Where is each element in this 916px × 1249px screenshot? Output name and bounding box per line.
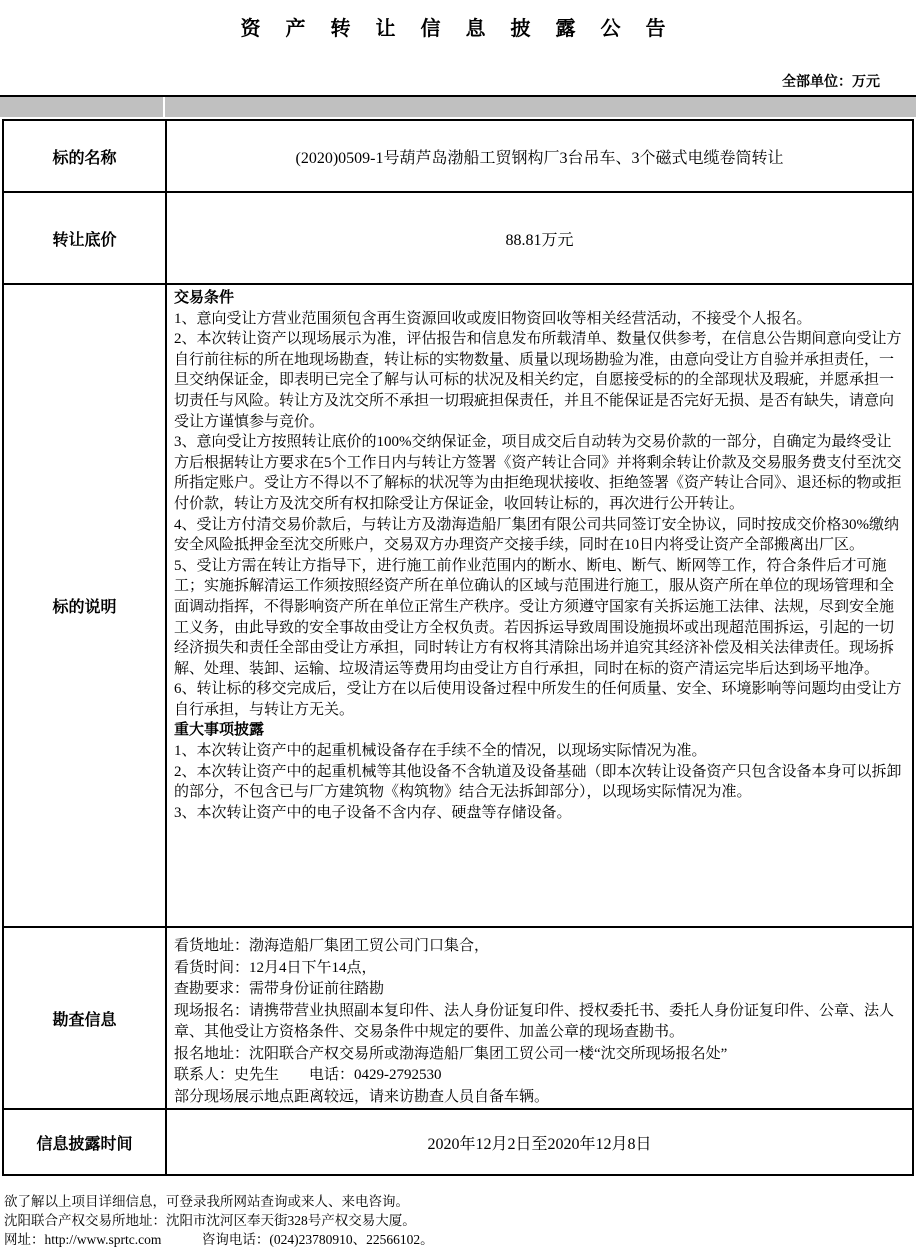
- survey-line: 联系人：史先生 电话：0429-2792530: [174, 1067, 442, 1083]
- table-row-base-price: [4, 193, 912, 285]
- survey-line: 部分现场展示地点距离较远，请来访勘查人员自备车辆。: [174, 1088, 550, 1105]
- survey-line: 报名地址：沈阳联合产权交易所或渤海造船厂集团工贸公司一楼“沈交所现场报名处”: [174, 1045, 728, 1062]
- table-header-cell-right: [165, 97, 916, 117]
- survey-line: 看货地址：渤海造船厂集团工贸公司门口集合，: [174, 938, 490, 954]
- disclosure-period-value: 2020年12月2日至2020年12月8日: [427, 1135, 652, 1153]
- trade-condition-item: 3、意向受让方按照转让底价的100%交纳保证金，项目成交后自动转为交易价款的一部分，自确定为最终受让方后根据转让方要求在5个工作日内与转让方签署《资产转让合同》并将剩余转让价款及交易服务费支付至沈交所指定账户。受让方不得以不了解标的状况等为由拒绝现状接收、拒绝签署《资产转让合同》、退还标的物或拒付价款，转让方及沈交所有权扣除受让方保证金，收回转让标的，再次进行公开转让。: [174, 434, 902, 512]
- subject-name-value: (2020)0509-1号葫芦岛渤船工贸钢构厂3台吊车、3个磁式电缆卷筒转让: [295, 149, 784, 167]
- table-row-description: [4, 285, 912, 928]
- survey-info-content: [167, 928, 912, 1108]
- trade-conditions-heading: 交易条件: [174, 290, 235, 306]
- table-header-band: [0, 95, 916, 117]
- table-row-survey-info: [4, 928, 912, 1110]
- survey-line: 现场报名：请携带营业执照副本复印件、法人身份证复印件、授权委托书、委托人身份证复印件、公章、法人章、其他受让方资格条件、交易条件中规定的要件、加盖公章的现场查勘书。: [174, 1002, 895, 1040]
- major-disclosure-heading: 重大事项披露: [174, 722, 265, 739]
- table-header-cell-left: [0, 97, 165, 117]
- major-disclosure-item: 2、本次转让资产中的起重机械等其他设备不含轨道及设备基础（即本次转让设备资产只包含设备本身可以拆卸的部分，不包含已与厂方建筑物《构筑物》结合无法拆卸部分），以现场实际情况为准。: [174, 763, 902, 801]
- description-label: 标的说明: [4, 285, 167, 926]
- footer-line: 网址：http://www.sprtc.com 咨询电话：(024)23780910、22566102。: [4, 1232, 434, 1247]
- trade-condition-item: 2、本次转让资产以现场展示为准，评估报告和信息发布所载清单、数量仅供参考，在信息公告期间意向受让方自行前往标的所在地现场勘查，转让标的实物数量、质量以现场勘验为准，由意向受让方自验并承担责任，一旦交纳保证金，即表明已完全了解与认可标的状况及相关约定，自愿接受标的的全部现状及瑕疵，并愿承担一切责任与风险。转让方及沈交所不承担一切瑕疵担保责任，并且不能保证是否完好无损、是否有缺失，请意向受让方谨慎参与竞价。: [174, 331, 902, 430]
- table-row-disclosure-period: [4, 1110, 912, 1174]
- major-disclosure-item: 1、本次转让资产中的起重机械设备存在手续不全的情况，以现场实际情况为准。: [174, 743, 707, 760]
- trade-condition-item: 1、意向受让方营业范围须包含再生资源回收或废旧物资回收等相关经营活动，不接受个人报名。: [174, 310, 812, 327]
- base-price-value: 88.81万元: [505, 231, 574, 249]
- footer-line: 沈阳联合产权交易所地址：沈阳市沈河区奉天街328号产权交易大厦。: [4, 1213, 416, 1228]
- disclosure-period-label: 信息披露时间: [4, 1110, 167, 1174]
- trade-condition-item: 4、受让方付清交易价款后，与转让方及渤海造船厂集团有限公司共同签订安全协议，同时按成交价格30%缴纳安全风险抵押金至沈交所账户，交易双方办理资产交接手续，同时在10日内将受让资产全部搬离出厂区。: [174, 516, 899, 554]
- table-row-subject-name: [4, 121, 912, 193]
- page-title: 资 产 转 让 信 息 披 露 公 告: [240, 18, 676, 40]
- footer-line: 欲了解以上项目详细信息，可登录我所网站查询或来人、来电咨询。: [4, 1194, 409, 1209]
- trade-condition-item: 5、受让方需在转让方指导下，进行施工前作业范围内的断水、断电、断气、断网等工作，符合条件后才可施工；实施拆解清运工作须按照经资产所在单位确认的区域与范围进行施工，服从资产所在单位的现场管理和全面调动指挥，不得影响资产所在单位正常生产秩序。受让方须遵守国家有关拆运施工法律、法规，尽到安全施工义务，由此导致的安全事故由受让方全权负责。若因拆运导致周围设施损坏或出现超范围拆运，引起的一切经济损失和责任全部由受让方承担，同时转让方有权将其清除出场并追究其经济补偿及相关法律责任。现场拆解、处理、装卸、运输、垃圾清运等费用均由受让方自行承担，同时在标的资产清运完毕后达到场平地净。: [174, 557, 895, 677]
- trade-condition-item: 6、转让标的移交完成后，受让方在以后使用设备过程中所发生的任何质量、安全、环境影响等问题均由受让方自行承担，与转让方无关。: [174, 681, 902, 718]
- unit-note: 全部单位：万元: [782, 75, 880, 90]
- survey-info-label: 勘查信息: [4, 928, 167, 1108]
- subject-name-label: 标的名称: [4, 121, 167, 191]
- major-disclosure-item: 3、本次转让资产中的电子设备不含内存、硬盘等存储设备。: [174, 804, 572, 821]
- announcement-table: [2, 119, 914, 1176]
- page-footer: [4, 1192, 916, 1249]
- survey-line: 查勘要求：需带身份证前往踏勘: [174, 981, 385, 997]
- description-content: [167, 285, 912, 926]
- survey-line: 看货时间：12月4日下午14点，: [174, 959, 377, 976]
- base-price-label: 转让底价: [4, 193, 167, 283]
